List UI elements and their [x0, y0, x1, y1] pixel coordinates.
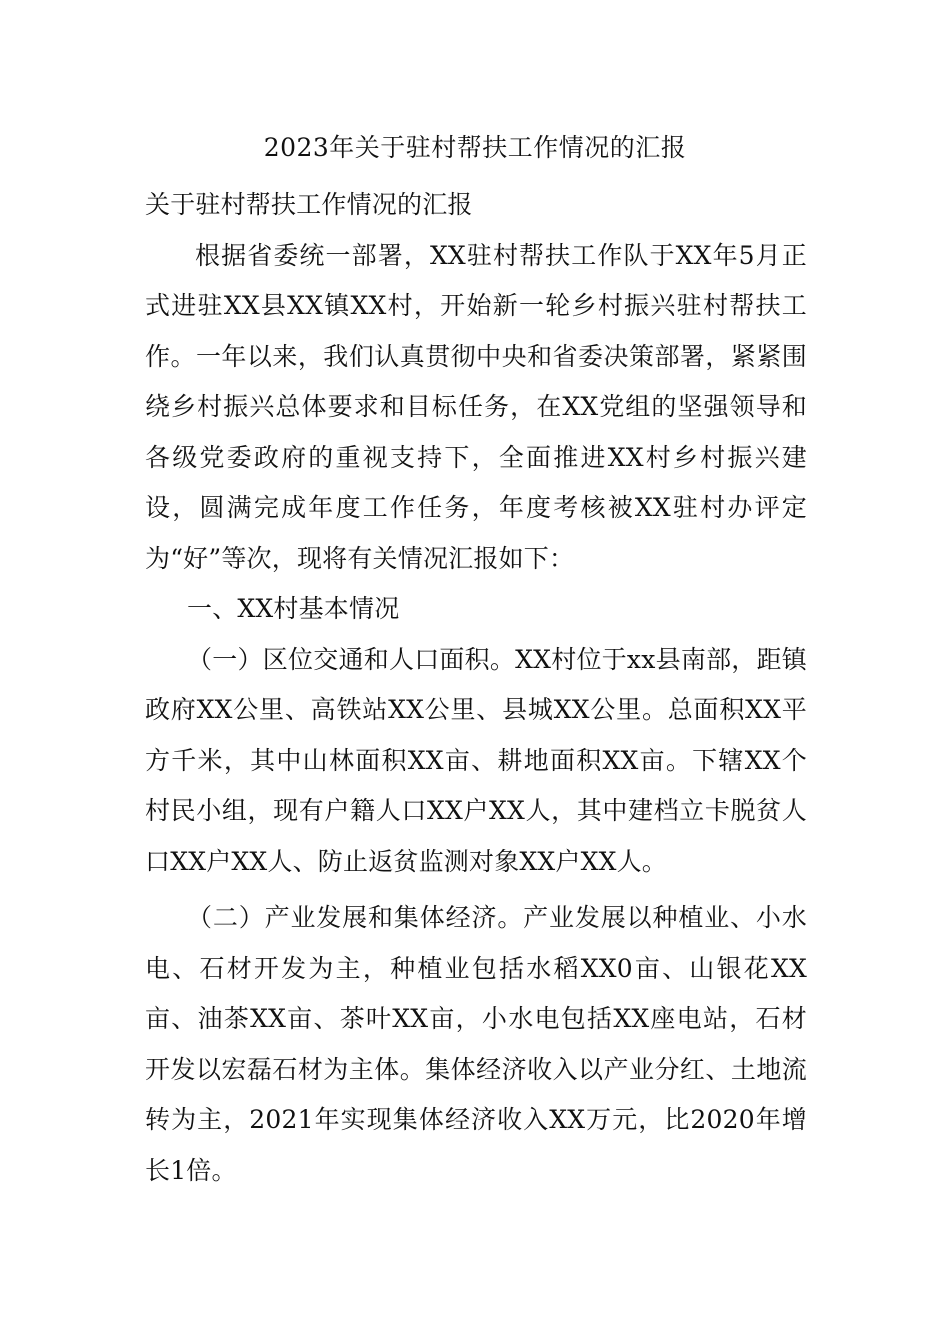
- document-body: [145, 180, 807, 1196]
- document-title: 2023年关于驻村帮扶工作情况的汇报: [263, 133, 687, 162]
- document-subtitle: 关于驻村帮扶工作情况的汇报: [145, 190, 473, 219]
- section-heading-basic-info: 一、XX村基本情况: [187, 594, 400, 623]
- intro-paragraph: 根据省委统一部署，XX驻村帮扶工作队于XX年5月正式进驻XX县XX镇XX村，开始新一轮乡村振兴驻村帮扶工作。一年以来，我们认真贯彻中央和省委决策部署，紧紧围绕乡村振兴总体要求和目标任务，在XX党组的坚强领导和各级党委政府的重视支持下，全面推进XX村乡村振兴建设，圆满完成年度工作任务，年度考核被XX驻村办评定为“好”等次，现将有关情况汇报如下：: [145, 240, 807, 573]
- paragraph-location-population: （一）区位交通和人口面积。XX村位于xx县南部，距镇政府XX公里、高铁站XX公里、县城XX公里。总面积XX平方千米，其中山林面积XX亩、耕地面积XX亩。下辖XX个村民小组，现有户籍人口XX户XX人，其中建档立卡脱贫人口XX户XX人、防止返贫监测对象XX户XX人。: [145, 644, 807, 876]
- paragraph-industry-economy: （二）产业发展和集体经济。产业发展以种植业、小水电、石材开发为主，种植业包括水稻XX0亩、山银花XX亩、油茶XX亩、茶叶XX亩，小水电包括XX座电站，石材开发以宏磊石材为主体。集体经济收入以产业分红、土地流转为主，2021年实现集体经济收入XX万元，比2020年增长1倍。: [145, 903, 807, 1185]
